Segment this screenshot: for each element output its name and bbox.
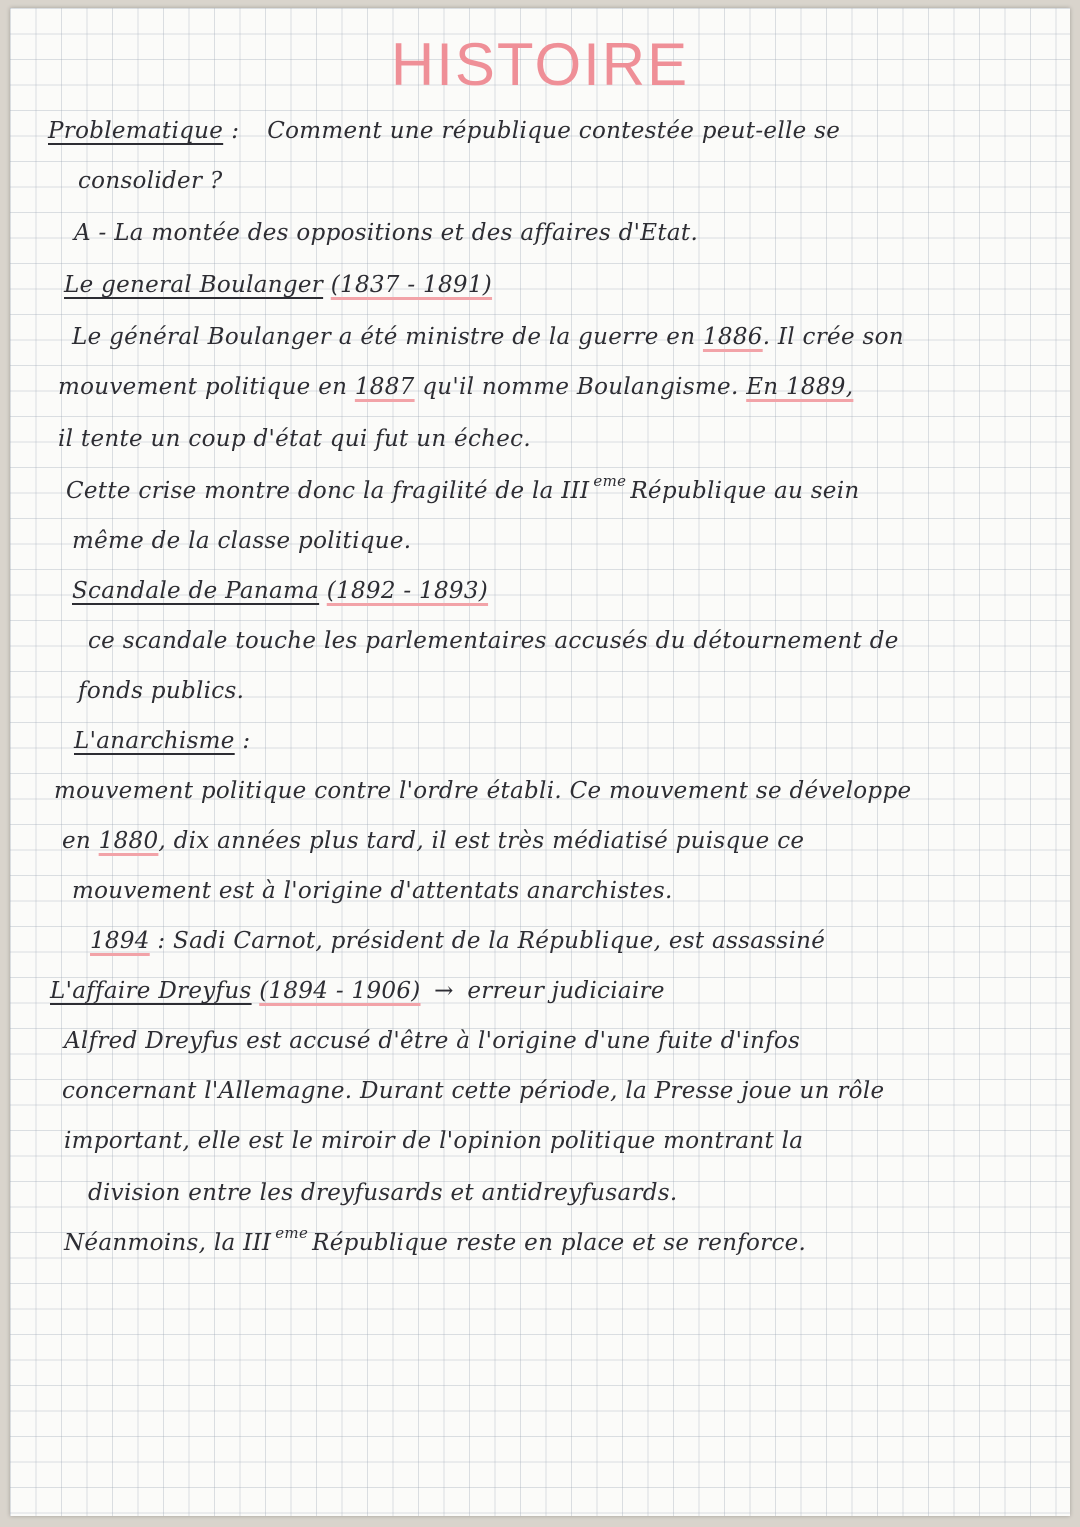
boulanger-heading-line xyxy=(64,270,492,300)
text-segment: . Il crée son xyxy=(762,324,904,350)
year-1880: 1880 xyxy=(98,828,159,854)
anarchisme-heading-line xyxy=(74,726,250,756)
conclusion-line xyxy=(64,1224,807,1260)
text-segment: , dix années plus tard, il est très médiatisé puisque ce xyxy=(158,828,805,854)
boulanger-line-3: il tente un coup d'état qui fut un échec. xyxy=(58,426,531,452)
boulanger-line-1 xyxy=(72,322,904,352)
year-1894: 1894 xyxy=(90,928,150,954)
panama-heading-line xyxy=(72,576,488,606)
boulanger-line-5: même de la classe politique. xyxy=(72,528,412,554)
notebook-page xyxy=(10,8,1070,1516)
text-segment: qu'il nomme Boulangisme. xyxy=(422,374,739,400)
panama-heading: Scandale de Panama xyxy=(72,578,320,604)
year-1887: 1887 xyxy=(354,374,415,400)
page-title: HISTOIRE xyxy=(390,31,690,98)
anarchisme-line-3: mouvement est à l'origine d'attentats anarchistes. xyxy=(72,878,673,904)
problematique-text-1: Comment une république contestée peut-elle se xyxy=(267,118,841,144)
dreyfus-heading-line xyxy=(50,976,665,1006)
problematique-colon: : xyxy=(231,118,240,144)
superscript-eme: eme xyxy=(593,472,627,490)
text-segment: mouvement politique en xyxy=(58,374,348,400)
panama-dates: (1892 - 1893) xyxy=(326,578,489,604)
text-segment: Cette crise montre donc la fragilité de la III xyxy=(66,478,590,504)
anarchisme-line-4 xyxy=(90,926,825,956)
panama-line-1: ce scandale touche les parlementaires accusés du détournement de xyxy=(88,628,899,654)
dreyfus-note: erreur judiciaire xyxy=(467,978,665,1004)
dreyfus-line-1: Alfred Dreyfus est accusé d'être à l'origine d'une fuite d'infos xyxy=(64,1028,801,1054)
anarchisme-heading: L'anarchisme xyxy=(74,728,235,754)
problematique-line-1 xyxy=(48,116,840,146)
boulanger-line-2 xyxy=(58,372,853,402)
dreyfus-line-4: division entre les dreyfusards et antidreyfusards. xyxy=(88,1180,678,1206)
arrow-icon: → xyxy=(434,978,454,1004)
dreyfus-heading: L'affaire Dreyfus xyxy=(50,978,252,1004)
anarchisme-line-2 xyxy=(62,826,804,856)
problematique-label: Problematique xyxy=(48,118,224,144)
boulanger-dates: (1837 - 1891) xyxy=(330,272,493,298)
superscript-eme: eme xyxy=(275,1224,309,1242)
text-segment: Le général Boulanger a été ministre de la guerre en xyxy=(72,324,696,350)
boulanger-line-4 xyxy=(66,472,860,508)
dreyfus-dates: (1894 - 1906) xyxy=(259,978,421,1004)
text-segment: République au sein xyxy=(630,478,860,504)
anarchisme-colon: : xyxy=(242,728,251,754)
year-1889: En 1889, xyxy=(746,374,854,400)
panama-line-2: fonds publics. xyxy=(78,678,245,704)
text-segment: Néanmoins, la III xyxy=(64,1230,272,1256)
dreyfus-line-3: important, elle est le miroir de l'opinion politique montrant la xyxy=(64,1128,804,1154)
text-segment: en xyxy=(62,828,92,854)
boulanger-heading: Le general Boulanger xyxy=(64,272,324,298)
section-a-heading: A - La montée des oppositions et des affaires d'Etat. xyxy=(74,220,699,246)
text-segment: République reste en place et se renforce. xyxy=(312,1230,807,1256)
text-segment: : Sadi Carnot, président de la République, est assassiné xyxy=(157,928,826,954)
dreyfus-line-2: concernant l'Allemagne. Durant cette période, la Presse joue un rôle xyxy=(62,1078,885,1104)
anarchisme-line-1: mouvement politique contre l'ordre établi. Ce mouvement se développe xyxy=(54,778,912,804)
year-1886: 1886 xyxy=(702,324,763,350)
problematique-line-2: consolider ? xyxy=(78,168,223,194)
